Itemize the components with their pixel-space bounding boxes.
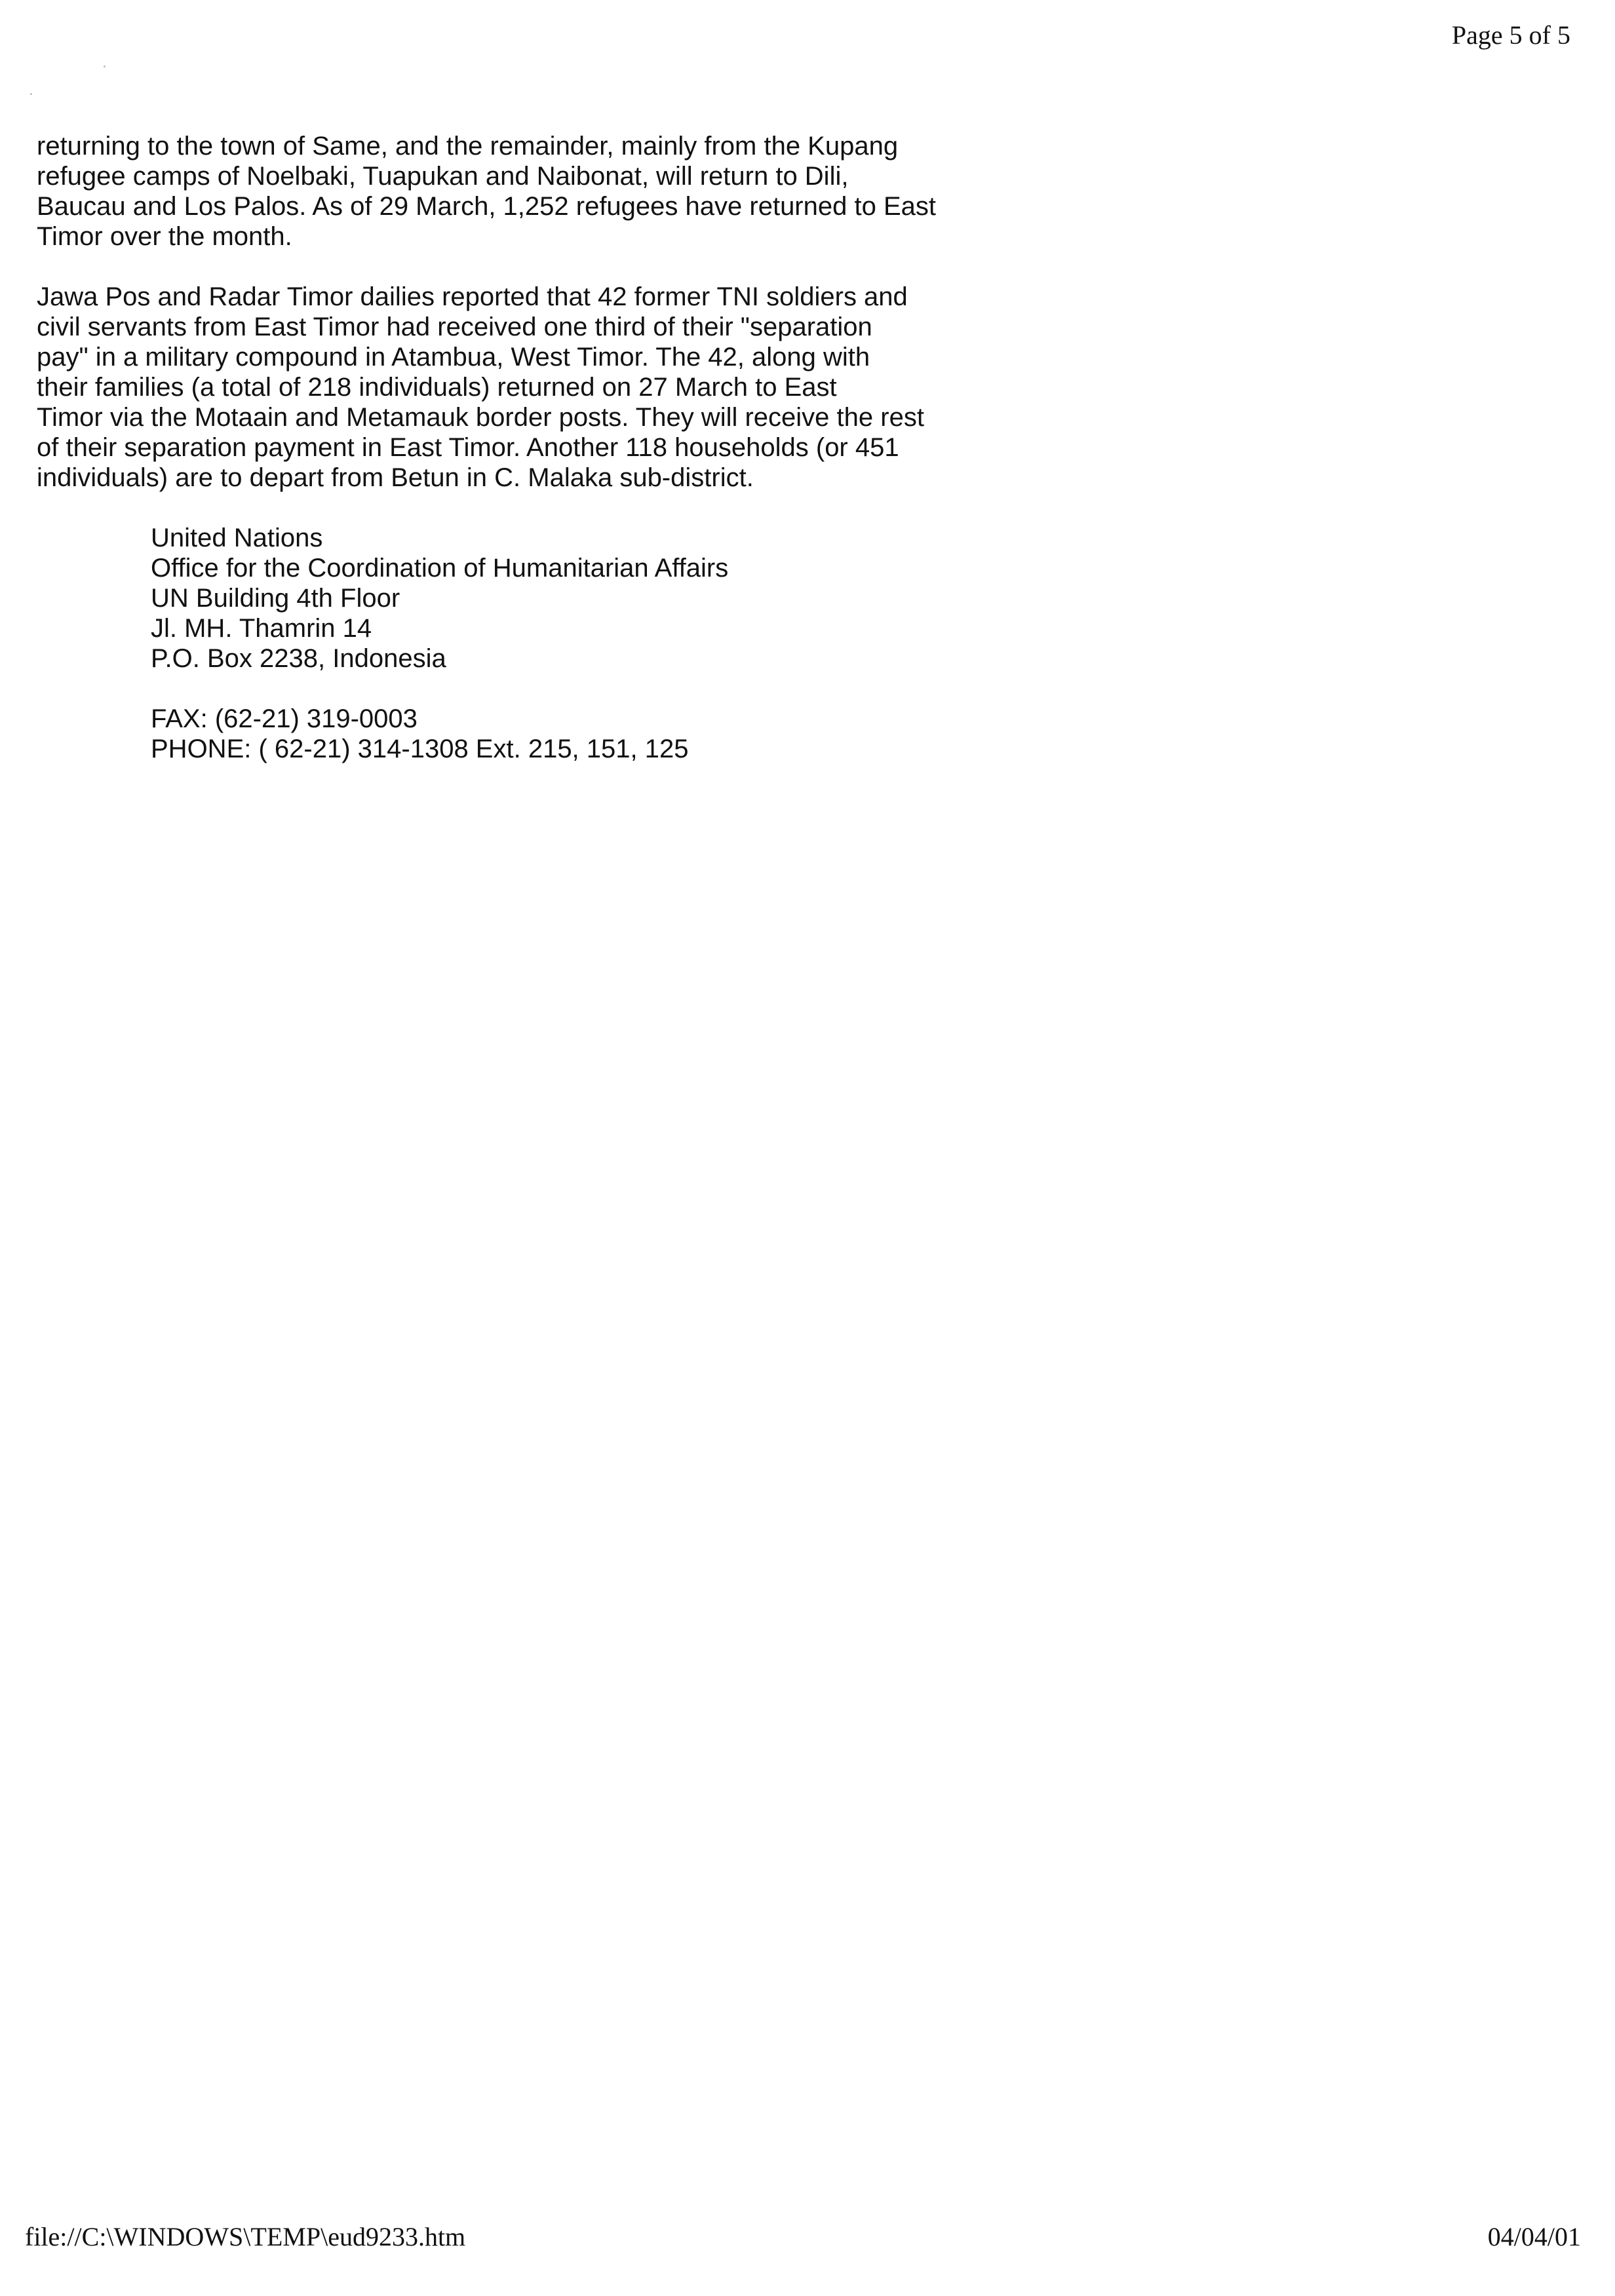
paragraph-line: of their separation payment in East Timor. Another 118 households (or 451 (37, 433, 899, 462)
contact-numbers (151, 704, 981, 764)
footer-file-path: file://C:\WINDOWS\TEMP\eud9233.htm (25, 2222, 466, 2251)
paragraph-line: their families (a total of 218 individuals) returned on 27 March to East (37, 373, 837, 402)
address-block (151, 523, 981, 764)
paragraph-line: Baucau and Los Palos. As of 29 March, 1,252 refugees have returned to East (37, 192, 936, 221)
postal-address (151, 523, 981, 674)
page-indicator: Page 5 of 5 (1451, 20, 1570, 50)
address-line: P.O. Box 2238, Indonesia (151, 644, 446, 673)
footer-date: 04/04/01 (1487, 2222, 1581, 2251)
paragraph-line: refugee camps of Noelbaki, Tuapukan and Naibonat, will return to Dili, (37, 162, 849, 191)
address-line: UN Building 4th Floor (151, 584, 400, 613)
address-line: United Nations (151, 524, 323, 552)
phone-number: PHONE: ( 62-21) 314-1308 Ext. 215, 151, 125 (151, 735, 689, 763)
paragraph-line: Timor over the month. (37, 222, 292, 251)
document-body (37, 131, 981, 794)
scan-speck (30, 93, 32, 95)
paragraph-line: Jawa Pos and Radar Timor dailies reported that 42 former TNI soldiers and (37, 282, 908, 311)
paragraph-separation-pay (37, 282, 981, 493)
paragraph-refugee-returns (37, 131, 981, 252)
fax-number: FAX: (62-21) 319-0003 (151, 704, 418, 733)
address-line: Jl. MH. Thamrin 14 (151, 614, 372, 643)
paragraph-line: Timor via the Motaain and Metamauk border posts. They will receive the rest (37, 403, 924, 432)
paragraph-line: civil servants from East Timor had received one third of their "separation (37, 313, 872, 341)
paragraph-line: pay" in a military compound in Atambua, West Timor. The 42, along with (37, 343, 870, 372)
scan-speck (104, 66, 106, 67)
address-line: Office for the Coordination of Humanitarian Affairs (151, 554, 729, 583)
paragraph-line: individuals) are to depart from Betun in C. Malaka sub-district. (37, 463, 754, 492)
paragraph-line: returning to the town of Same, and the remainder, mainly from the Kupang (37, 132, 899, 161)
